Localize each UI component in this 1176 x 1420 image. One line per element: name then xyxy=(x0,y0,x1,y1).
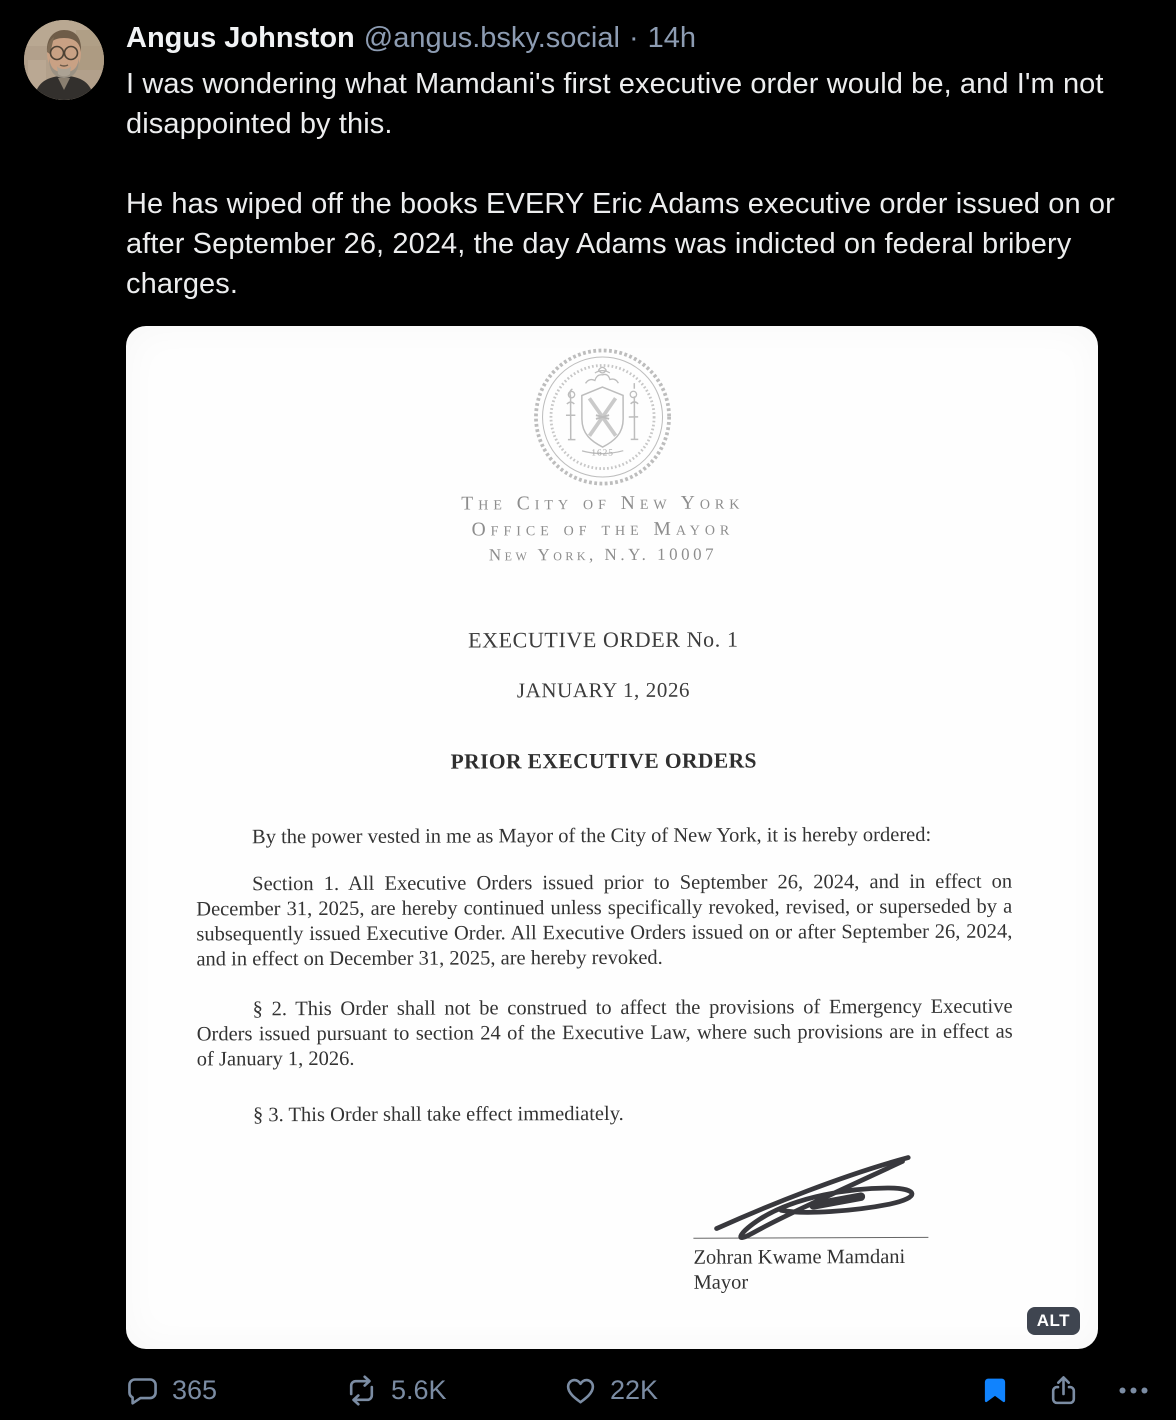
author-handle[interactable]: @angus.bsky.social xyxy=(363,22,620,54)
bookmark-filled-icon xyxy=(980,1374,1010,1407)
post-timestamp[interactable]: 14h xyxy=(647,22,697,54)
ellipsis-icon xyxy=(1117,1374,1150,1407)
signature-block xyxy=(693,1150,946,1296)
heart-outline-icon xyxy=(564,1374,597,1407)
nyc-city-seal-icon xyxy=(527,342,678,493)
order-title: EXECUTIVE ORDER No. 1 xyxy=(468,626,739,653)
repost-button[interactable] xyxy=(345,1374,564,1407)
order-date: JANUARY 1, 2026 xyxy=(516,677,691,703)
order-section-3: § 3. This Order shall take effect immediately. xyxy=(252,1102,624,1127)
post-paragraph-2: He has wiped off the books EVERY Eric Adams executive order issued on or after September 26, 2024, the day Adams was indicted on federal bribery charges. xyxy=(126,188,1115,300)
scanned-document xyxy=(126,326,1098,1349)
dot-separator: · xyxy=(628,22,639,54)
order-subject: PRIOR EXECUTIVE ORDERS xyxy=(450,748,757,774)
post-text xyxy=(126,64,1150,304)
post-content xyxy=(126,20,1150,1419)
speech-bubble-icon xyxy=(126,1374,159,1407)
cycle-arrows-icon xyxy=(345,1374,378,1407)
signature-title: Mayor xyxy=(693,1271,749,1294)
letterhead-office: Office of the Mayor xyxy=(471,518,735,541)
order-section-2: § 2. This Order shall not be construed to affect the provisions of Emergency Executive Orders issued pursuant to section 24 of the Executive Law, where such provisions are in effect as of January 1, 2026. xyxy=(196,995,1013,1071)
more-options-button[interactable] xyxy=(1117,1374,1150,1407)
author-display-name[interactable]: Angus Johnston xyxy=(126,22,355,54)
action-bar-right xyxy=(980,1374,1150,1407)
seal-year: 1625 xyxy=(591,448,614,459)
alt-text-badge[interactable]: ALT xyxy=(1027,1307,1080,1335)
bookmark-button[interactable] xyxy=(980,1374,1010,1407)
box-arrow-up-icon xyxy=(1047,1374,1080,1407)
signature-scrawl xyxy=(695,1150,935,1246)
action-bar xyxy=(126,1361,1150,1419)
like-button[interactable] xyxy=(564,1374,783,1407)
avatar-portrait xyxy=(24,20,104,100)
letterhead xyxy=(195,491,1011,567)
signature-name: Zohran Kwame Mamdani xyxy=(693,1245,906,1269)
letterhead-city: The City of New York xyxy=(461,492,745,515)
like-count: 22K xyxy=(610,1374,659,1405)
post-header xyxy=(126,20,1150,56)
share-button[interactable] xyxy=(1047,1374,1080,1407)
order-preamble: By the power vested in me as Mayor of the City of New York, it is hereby ordered: xyxy=(251,823,932,849)
reply-count: 365 xyxy=(172,1374,218,1405)
order-body xyxy=(196,823,1013,1129)
embedded-image-executive-order[interactable] xyxy=(126,326,1098,1349)
letterhead-address: New York, N.Y. 10007 xyxy=(488,544,718,565)
repost-count: 5.6K xyxy=(391,1374,447,1405)
order-section-1: Section 1. All Executive Orders issued prior to September 26, 2024, and in effect on December 31, 2025, are hereby continued unless specifically revoked, revised, or superseded by a subsequently issued Executive Order. All Executive Orders issued on or after September 26, 2024, and in effect on December 31, 2025, are hereby revoked. xyxy=(196,870,1013,971)
reply-button[interactable] xyxy=(126,1374,345,1407)
post-paragraph-1: I was wondering what Mamdani's first executive order would be, and I'm not disappointed by this. xyxy=(126,68,1104,140)
avatar[interactable] xyxy=(24,20,104,100)
